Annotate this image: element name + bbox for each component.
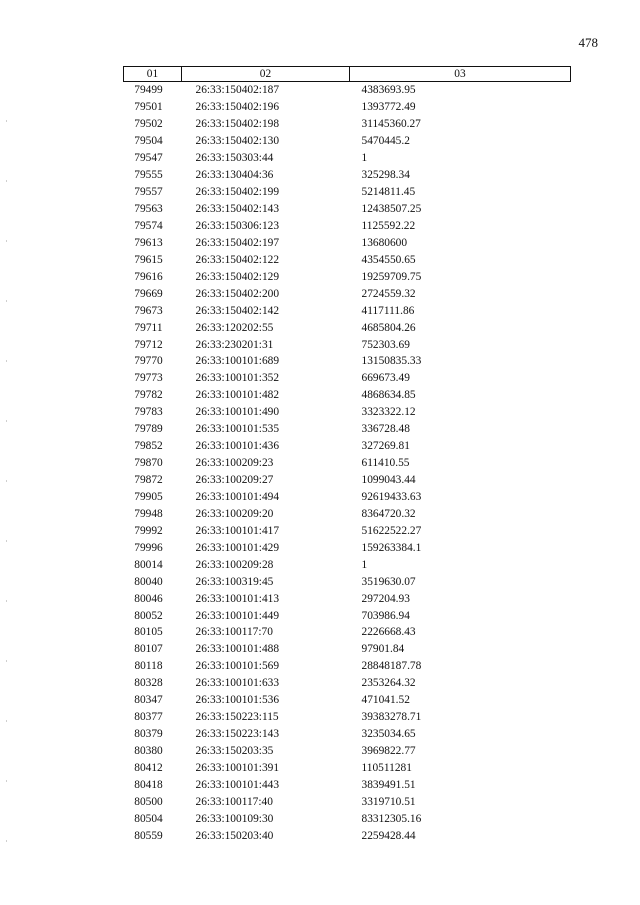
table-row	[124, 184, 571, 201]
table-row	[124, 268, 571, 285]
row-id-cell: 80380	[134, 745, 163, 758]
value-cell: 31145360.27	[361, 118, 421, 131]
row-id-cell: 80559	[134, 829, 163, 842]
row-id-cell: 80504	[134, 812, 163, 825]
cadastral-number-cell: 26:33:100117:40	[195, 795, 273, 808]
table-row	[124, 133, 571, 150]
row-id-cell: 79712	[134, 338, 163, 351]
row-id-cell: 79574	[134, 219, 163, 232]
cadastral-number-cell: 26:33:150402:129	[195, 270, 280, 283]
value-cell: 327269.81	[361, 440, 410, 453]
value-cell: 3235034.65	[361, 728, 416, 741]
table-row	[124, 827, 571, 844]
cadastral-number-cell: 26:33:100109:30	[195, 812, 274, 825]
cadastral-number-cell: 26:33:100101:391	[195, 761, 280, 774]
value-cell: 4383693.95	[361, 84, 416, 97]
row-id-cell: 79613	[134, 236, 163, 249]
table-row	[124, 709, 571, 726]
table-row	[124, 167, 571, 184]
row-id-cell: 79504	[134, 135, 163, 148]
table-row	[124, 99, 571, 116]
row-id-cell: 79773	[134, 372, 163, 385]
value-cell: 5470445.2	[361, 135, 410, 148]
row-id-cell: 79789	[134, 423, 163, 436]
value-cell: 8364720.32	[361, 507, 416, 520]
table-row	[124, 522, 571, 539]
table-row	[124, 573, 571, 590]
value-cell: 752303.69	[361, 338, 410, 351]
cadastral-number-cell: 26:33:100101:536	[195, 694, 280, 707]
table-row	[124, 370, 571, 387]
table-row	[124, 302, 571, 319]
cadastral-number-cell: 26:33:150223:143	[195, 728, 280, 741]
cadastral-number-cell: 26:33:150203:35	[195, 745, 274, 758]
cadastral-number-cell: 26:33:150402:142	[195, 304, 280, 317]
column-header-02: 02	[182, 67, 350, 82]
value-cell: 3519630.07	[361, 575, 416, 588]
table-row	[124, 793, 571, 810]
value-cell: 3969822.77	[361, 745, 416, 758]
value-cell: 159263384.1	[361, 541, 422, 554]
value-cell: 4117111.86	[361, 304, 415, 317]
cadastral-number-cell: 26:33:150303:44	[195, 152, 274, 165]
cadastral-number-cell: 26:33:100101:494	[195, 490, 280, 503]
row-id-cell: 79770	[134, 355, 163, 368]
row-id-cell: 79557	[134, 186, 163, 199]
table-row	[124, 607, 571, 624]
value-cell: 3839491.51	[361, 778, 416, 791]
cadastral-number-cell: 26:33:100117:70	[195, 626, 273, 639]
row-id-cell: 80412	[134, 761, 163, 774]
value-cell: 2226668.43	[361, 626, 416, 639]
table-row	[124, 150, 571, 167]
value-cell: 19259709.75	[361, 270, 422, 283]
value-cell: 5214811.45	[361, 186, 416, 199]
row-id-cell: 79782	[134, 389, 163, 402]
table-row	[124, 82, 571, 99]
table-row	[124, 336, 571, 353]
value-cell: 2353264.32	[361, 677, 416, 690]
cadastral-number-cell: 26:33:150402:198	[195, 118, 280, 131]
value-cell: 1099043.44	[361, 474, 416, 487]
cadastral-number-cell: 26:33:150402:187	[195, 84, 280, 97]
cadastral-number-cell: 26:33:100209:28	[195, 558, 274, 571]
table-row	[124, 116, 571, 133]
value-cell: 669673.49	[361, 372, 410, 385]
row-id-cell: 79948	[134, 507, 163, 520]
cadastral-number-cell: 26:33:130404:36	[195, 169, 274, 182]
cadastral-number-cell: 26:33:150402:197	[195, 236, 280, 249]
cadastral-number-cell: 26:33:150402:196	[195, 101, 280, 114]
value-cell: 97901.84	[361, 643, 405, 656]
row-id-cell: 79996	[134, 541, 163, 554]
row-id-cell: 80379	[134, 728, 163, 741]
cadastral-number-cell: 26:33:100101:436	[195, 440, 280, 453]
row-id-cell: 79563	[134, 203, 163, 216]
cadastral-number-cell: 26:33:100101:413	[195, 592, 280, 605]
value-cell: 13680600	[361, 236, 408, 249]
table-row	[124, 692, 571, 709]
table-row	[124, 675, 571, 692]
value-cell: 110511281	[361, 761, 412, 774]
table-row	[124, 251, 571, 268]
row-id-cell: 79783	[134, 406, 163, 419]
table-row	[124, 760, 571, 777]
value-cell: 39383278.71	[361, 711, 422, 724]
cadastral-number-cell: 26:33:150402:199	[195, 186, 280, 199]
table-row	[124, 590, 571, 607]
row-id-cell: 80328	[134, 677, 163, 690]
row-id-cell: 79673	[134, 304, 163, 317]
value-cell: 83312305.16	[361, 812, 422, 825]
cadastral-number-cell: 26:33:100101:482	[195, 389, 280, 402]
table-row	[124, 776, 571, 793]
value-cell: 4354550.65	[361, 253, 416, 266]
cadastral-number-cell: 26:33:100209:27	[195, 474, 274, 487]
row-id-cell: 79502	[134, 118, 163, 131]
cadastral-number-cell: 26:33:120202:55	[195, 321, 274, 334]
table-row	[124, 624, 571, 641]
value-cell: 28848187.78	[361, 660, 422, 673]
row-id-cell: 79615	[134, 253, 163, 266]
table-row	[124, 285, 571, 302]
cadastral-number-cell: 26:33:150402:122	[195, 253, 280, 266]
value-cell: 325298.34	[361, 169, 410, 182]
table-row	[124, 726, 571, 743]
value-cell: 1393772.49	[361, 101, 416, 114]
table-row	[124, 539, 571, 556]
row-id-cell: 79870	[134, 457, 163, 470]
value-cell: 703986.94	[361, 609, 410, 622]
table-row	[124, 489, 571, 506]
cadastral-number-cell: 26:33:100101:490	[195, 406, 280, 419]
row-id-cell: 79501	[134, 101, 163, 114]
cadastral-number-cell: 26:33:100101:352	[195, 372, 280, 385]
row-id-cell: 79555	[134, 169, 163, 182]
table-body	[124, 82, 571, 845]
table-row	[124, 556, 571, 573]
cadastral-number-cell: 26:33:150306:123	[195, 219, 280, 232]
row-id-cell: 80052	[134, 609, 163, 622]
table-row	[124, 387, 571, 404]
table-row	[124, 438, 571, 455]
row-id-cell: 79547	[134, 152, 163, 165]
cadastral-number-cell: 26:33:150402:130	[195, 135, 280, 148]
cadastral-number-cell: 26:33:230201:31	[195, 338, 274, 351]
value-cell: 51622522.27	[361, 524, 422, 537]
row-id-cell: 80118	[134, 660, 163, 673]
value-cell: 12438507.25	[361, 203, 422, 216]
row-id-cell: 80107	[134, 643, 163, 656]
cadastral-number-cell: 26:33:100101:429	[195, 541, 280, 554]
table-row	[124, 658, 571, 675]
value-cell: 2724559.32	[361, 287, 416, 300]
row-id-cell: 80105	[134, 626, 163, 639]
cadastral-number-cell: 26:33:100101:443	[195, 778, 280, 791]
cadastral-number-cell: 26:33:150223:115	[195, 711, 279, 724]
table-header-row	[124, 67, 571, 82]
row-id-cell: 79905	[134, 490, 163, 503]
cadastral-number-cell: 26:33:150203:40	[195, 829, 274, 842]
row-id-cell: 79711	[134, 321, 163, 334]
value-cell: 1125592.22	[361, 219, 416, 232]
row-id-cell: 80418	[134, 778, 163, 791]
row-id-cell: 80500	[134, 795, 163, 808]
table-row	[124, 201, 571, 218]
cadastral-number-cell: 26:33:100209:23	[195, 457, 274, 470]
table-row	[124, 404, 571, 421]
value-cell: 471041.52	[361, 694, 410, 707]
value-cell: 2259428.44	[361, 829, 416, 842]
value-cell: 3323322.12	[361, 406, 416, 419]
cadastral-number-cell: 26:33:100101:569	[195, 660, 280, 673]
value-cell: 4685804.26	[361, 321, 416, 334]
row-id-cell: 80014	[134, 558, 163, 571]
cadastral-number-cell: 26:33:150402:200	[195, 287, 280, 300]
column-header-01: 01	[124, 67, 182, 82]
value-cell: 611410.55	[361, 457, 410, 470]
table-row	[124, 353, 571, 370]
row-id-cell: 79669	[134, 287, 163, 300]
cadastral-number-cell: 26:33:100101:689	[195, 355, 280, 368]
row-id-cell: 80377	[134, 711, 163, 724]
row-id-cell: 80347	[134, 694, 163, 707]
row-id-cell: 79872	[134, 474, 163, 487]
row-id-cell: 79992	[134, 524, 163, 537]
table-row	[124, 319, 571, 336]
value-cell: 4868634.85	[361, 389, 416, 402]
cadastral-number-cell: 26:33:100101:488	[195, 643, 280, 656]
table-row	[124, 234, 571, 251]
value-cell: 1	[361, 152, 368, 165]
table-row	[124, 810, 571, 827]
row-id-cell: 80040	[134, 575, 163, 588]
table-row	[124, 421, 571, 438]
row-id-cell: 80046	[134, 592, 163, 605]
table-row	[124, 472, 571, 489]
value-cell: 13150835.33	[361, 355, 422, 368]
column-header-03: 03	[350, 67, 571, 82]
row-id-cell: 79852	[134, 440, 163, 453]
cadastral-number-cell: 26:33:100101:535	[195, 423, 280, 436]
cadastral-number-cell: 26:33:100101:449	[195, 609, 280, 622]
value-cell: 3319710.51	[361, 795, 416, 808]
cadastral-number-cell: 26:33:150402:143	[195, 203, 280, 216]
value-cell: 92619433.63	[361, 490, 422, 503]
value-cell: 297204.93	[361, 592, 410, 605]
table-row	[124, 505, 571, 522]
cadastral-number-cell: 26:33:100209:20	[195, 507, 274, 520]
table-row	[124, 743, 571, 760]
table-row	[124, 218, 571, 235]
value-cell: 1	[361, 558, 368, 571]
data-table	[123, 66, 571, 844]
value-cell: 336728.48	[361, 423, 410, 436]
page-number: 478	[578, 35, 598, 50]
table-row	[124, 455, 571, 472]
cadastral-number-cell: 26:33:100319:45	[195, 575, 274, 588]
cadastral-number-cell: 26:33:100101:633	[195, 677, 280, 690]
cadastral-number-cell: 26:33:100101:417	[195, 524, 280, 537]
row-id-cell: 79499	[134, 84, 163, 97]
scan-margin-marks	[6, 120, 7, 900]
row-id-cell: 79616	[134, 270, 163, 283]
table-row	[124, 641, 571, 658]
